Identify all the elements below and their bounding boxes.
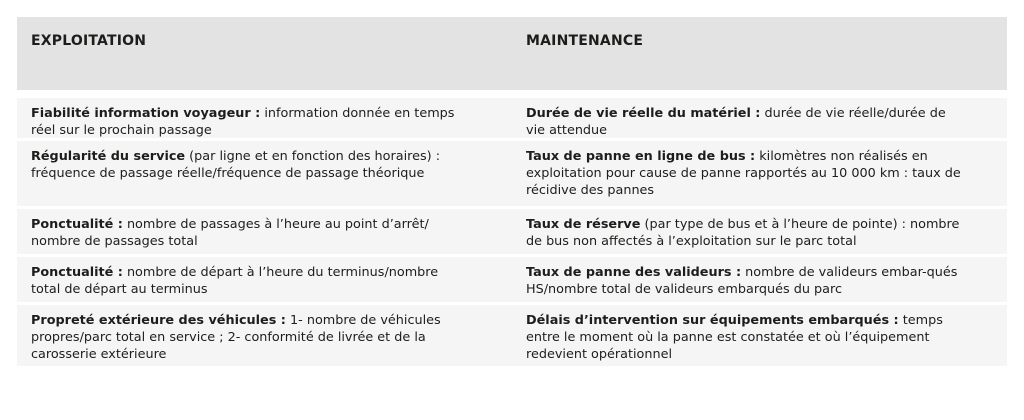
header-exploitation: EXPLOITATION (31, 33, 147, 49)
cell-exploitation (17, 257, 507, 302)
indicator-name: Ponctualité : (31, 217, 123, 232)
kpi-table (17, 17, 1007, 369)
cell-maintenance (507, 209, 1007, 254)
indicator-definition: nombre de passages à l’heure au point d’arrêt/ nombre de passages total (31, 217, 429, 249)
indicator-name: Ponctualité : (31, 265, 123, 280)
indicator-definition: nombre de valideurs embar-qués HS/nombre total de valideurs embarqués du parc (526, 265, 958, 297)
indicator-definition: nombre de départ à l’heure du terminus/nombre total de départ au terminus (31, 265, 439, 297)
indicator-name: Taux de réserve (526, 217, 641, 232)
indicator-definition: durée de vie réelle/durée de vie attendue (526, 106, 946, 138)
cell-exploitation (17, 305, 507, 366)
indicator-definition: (par type de bus et à l’heure de pointe) : nombre de bus non affectés à l’exploitation sur le parc total (526, 217, 960, 249)
table-row (17, 209, 1007, 257)
cell-maintenance (507, 305, 1007, 366)
table-row (17, 98, 1007, 141)
indicator-definition: 1- nombre de véhicules propres/parc total en service ; 2- conformité de livrée et de la carosserie extérieure (31, 313, 441, 362)
cell-exploitation (17, 209, 507, 254)
indicator-definition: kilomètres non réalisés en exploitation pour cause de panne rapportés au 10 000 km : taux de récidive des pannes (526, 149, 961, 198)
indicator-name: Délais d’intervention sur équipements embarqués : (526, 313, 899, 328)
indicator-name: Taux de panne des valideurs : (526, 265, 742, 280)
indicator-definition: temps entre le moment où la panne est constatée et où l’équipement redevient opérationnel (526, 313, 943, 362)
indicator-definition: (par ligne et en fonction des horaires) : fréquence de passage réelle/fréquence de passage théorique (31, 149, 441, 181)
cell-maintenance (507, 141, 1007, 206)
table-row (17, 257, 1007, 305)
table-header (17, 17, 1007, 90)
cell-maintenance (507, 257, 1007, 302)
indicator-name: Taux de panne en ligne de bus : (526, 149, 756, 164)
indicator-definition: information donnée en temps réel sur le prochain passage (31, 106, 455, 138)
cell-exploitation (17, 98, 507, 138)
cell-exploitation (17, 141, 507, 206)
table-row (17, 141, 1007, 209)
cell-maintenance (507, 98, 1007, 138)
table-row (17, 305, 1007, 369)
indicator-name: Durée de vie réelle du matériel : (526, 106, 761, 121)
indicator-name: Régularité du service (31, 149, 186, 164)
indicator-name: Fiabilité information voyageur : (31, 106, 261, 121)
indicator-name: Propreté extérieure des véhicules : (31, 313, 286, 328)
header-maintenance: MAINTENANCE (526, 33, 644, 49)
